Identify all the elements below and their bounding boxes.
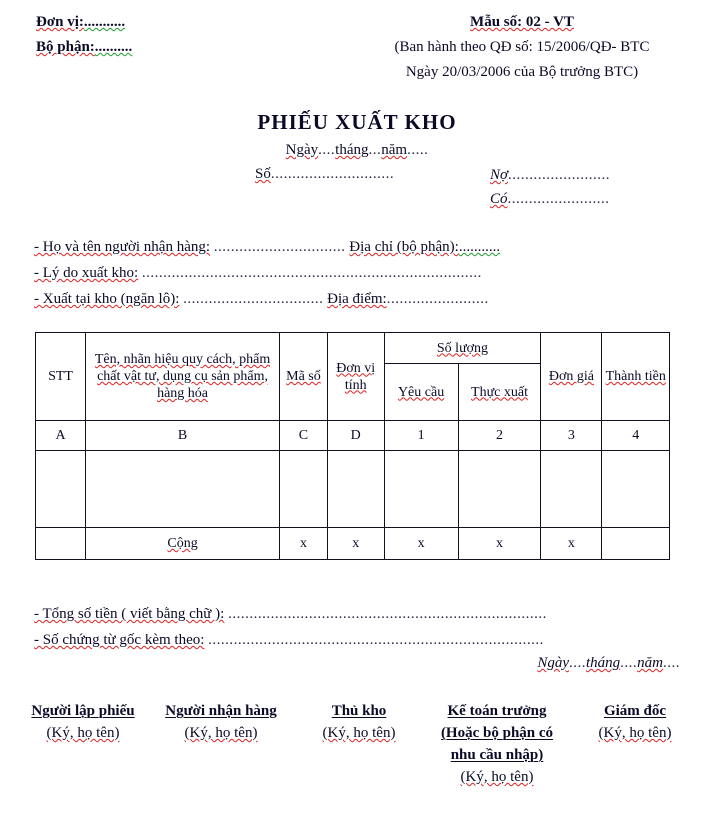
debit-field <box>490 163 610 187</box>
col-header-actual: Thực xuất <box>458 364 541 421</box>
footer-date-year-dots: .... <box>663 655 680 671</box>
credit-field <box>490 187 610 211</box>
date-line <box>0 142 714 159</box>
col-header-requested: Yêu cầu <box>384 364 458 421</box>
account-block <box>490 163 610 211</box>
date-day-label: Ngày <box>285 142 319 158</box>
table-row[interactable] <box>36 451 670 528</box>
debit-dots: ........................ <box>508 167 611 183</box>
table-header-row-1 <box>36 333 670 364</box>
reason-dots: ................................................................................ <box>141 265 482 281</box>
letter-cell-2: 2 <box>458 421 541 451</box>
address-label: Địa chỉ (bộ phận): <box>349 239 459 255</box>
voucher-number-field <box>255 166 394 183</box>
table-letter-row <box>36 421 670 451</box>
voucher-number-dots: ............................. <box>270 166 395 182</box>
attached-documents-dots: ............................................................................... <box>208 632 544 648</box>
letter-cell-a: A <box>36 421 86 451</box>
receiver-name-label: - Họ và tên người nhận hàng: <box>34 239 211 255</box>
total-in-words-dots: ........................................................................... <box>228 606 547 622</box>
total-cell-code: x <box>279 528 327 560</box>
letter-cell-3: 3 <box>541 421 602 451</box>
department-dots: .......... <box>94 39 133 55</box>
data-cell-actual[interactable] <box>458 451 541 528</box>
signature-title-receiver: Người nhận hàng <box>165 703 277 719</box>
footer-date-day-label: Ngày <box>537 655 569 671</box>
total-cell-amount <box>602 528 670 560</box>
col-header-code: Mã số <box>279 333 327 421</box>
debit-label: Nợ <box>490 167 509 183</box>
letter-cell-4: 4 <box>602 421 670 451</box>
goods-table <box>35 332 670 560</box>
credit-label: Có <box>490 191 508 207</box>
signature-title-director: Giám đốc <box>603 703 667 719</box>
header-right-block <box>352 10 692 85</box>
page-title: PHIẾU XUẤT KHO <box>257 110 457 134</box>
signature-block-storekeeper <box>290 700 428 744</box>
unit-label: Đơn vị: <box>36 14 84 30</box>
footer-date-line <box>0 655 680 672</box>
data-cell-unit[interactable] <box>327 451 384 528</box>
date-year-dots: ..... <box>407 142 429 158</box>
letter-cell-b: B <box>86 421 280 451</box>
signature-title-preparer: Người lập phiếu <box>31 703 135 719</box>
header-left-block <box>36 10 132 60</box>
receiver-name-dots: ............................... <box>213 239 346 255</box>
total-in-words-row <box>34 601 684 627</box>
signature-extra-chief-accountant: (Hoặc bộ phận có nhu cầu nhập) <box>440 725 554 763</box>
footer-date-month-dots: .... <box>620 655 638 671</box>
total-cell-unit-price: x <box>541 528 602 560</box>
data-cell-stt[interactable] <box>36 451 86 528</box>
signature-sub-receiver: (Ký, họ tên) <box>184 725 258 741</box>
issuing-decision: (Ban hành theo QĐ số: 15/2006/QĐ- BTC <box>394 39 650 55</box>
signature-block-chief-accountant <box>428 700 566 788</box>
department-label: Bộ phận: <box>36 39 95 55</box>
data-cell-unit-price[interactable] <box>541 451 602 528</box>
footer-date-year-label: năm <box>637 655 663 671</box>
letter-cell-c: C <box>279 421 327 451</box>
date-day-dots: .... <box>318 142 336 158</box>
signature-block-preparer <box>14 700 152 744</box>
location-label: Địa điểm: <box>327 291 387 307</box>
attached-documents-row <box>34 627 684 653</box>
footer-date-day-dots: .... <box>568 655 586 671</box>
total-cell-stt <box>36 528 86 560</box>
signature-block-director <box>566 700 704 744</box>
signature-title-storekeeper: Thủ kho <box>331 703 387 719</box>
total-label: Cộng <box>86 528 280 560</box>
total-cell-requested: x <box>384 528 458 560</box>
form-code: Mẫu số: 02 - VT <box>470 14 574 30</box>
warehouse-dots: ................................. <box>183 291 324 307</box>
signature-title-chief-accountant: Kế toán trưởng <box>447 703 547 719</box>
warehouse-label: - Xuất tại kho (ngăn lô): <box>34 291 180 307</box>
signature-block-receiver <box>152 700 290 744</box>
location-dots: ........................ <box>386 291 489 307</box>
attached-documents-label: - Số chứng từ gốc kèm theo: <box>34 632 205 648</box>
data-cell-amount[interactable] <box>602 451 670 528</box>
reason-row <box>34 260 684 286</box>
footer-date-month-label: tháng <box>585 655 621 671</box>
signature-sub-preparer: (Ký, họ tên) <box>46 725 120 741</box>
col-header-description: Tên, nhãn hiệu quy cách, phẩm chất vật tư, dụng cụ sản phẩm, hàng hóa <box>86 333 280 421</box>
letter-cell-d: D <box>327 421 384 451</box>
col-header-stt: STT <box>36 333 86 421</box>
reason-label: - Lý do xuất kho: <box>34 265 139 281</box>
date-year-label: năm <box>381 142 408 158</box>
signature-sub-storekeeper: (Ký, họ tên) <box>322 725 396 741</box>
total-in-words-label: - Tổng số tiền ( viết bằng chữ ): <box>34 606 225 622</box>
document-header <box>0 10 714 96</box>
address-dots: ........... <box>458 239 501 255</box>
total-cell-actual: x <box>458 528 541 560</box>
col-header-quantity-group: Số lượng <box>384 333 541 364</box>
signature-sub-director: (Ký, họ tên) <box>598 725 672 741</box>
col-header-amount: Thành tiền <box>602 333 670 421</box>
date-month-label: tháng <box>335 142 369 158</box>
issuing-date: Ngày 20/03/2006 của Bộ trưởng BTC) <box>405 64 639 80</box>
credit-dots: ........................ <box>507 191 610 207</box>
data-cell-code[interactable] <box>279 451 327 528</box>
table-total-row <box>36 528 670 560</box>
info-fields <box>34 234 684 312</box>
date-month-dots: ... <box>368 142 382 158</box>
total-cell-unit: x <box>327 528 384 560</box>
signature-sub-chief-accountant: (Ký, họ tên) <box>460 769 534 785</box>
col-header-unit-price: Đơn giá <box>541 333 602 421</box>
receiver-name-row <box>34 234 684 260</box>
voucher-number-label: Số <box>255 166 271 182</box>
warehouse-row <box>34 286 684 312</box>
footer-fields <box>34 601 684 653</box>
signature-row <box>14 700 704 788</box>
data-cell-description[interactable] <box>86 451 280 528</box>
unit-field <box>36 10 132 35</box>
data-cell-requested[interactable] <box>384 451 458 528</box>
col-header-unit: Đơn vị tính <box>327 333 384 421</box>
letter-cell-1: 1 <box>384 421 458 451</box>
unit-dots: ........... <box>83 14 126 30</box>
department-field <box>36 35 132 60</box>
